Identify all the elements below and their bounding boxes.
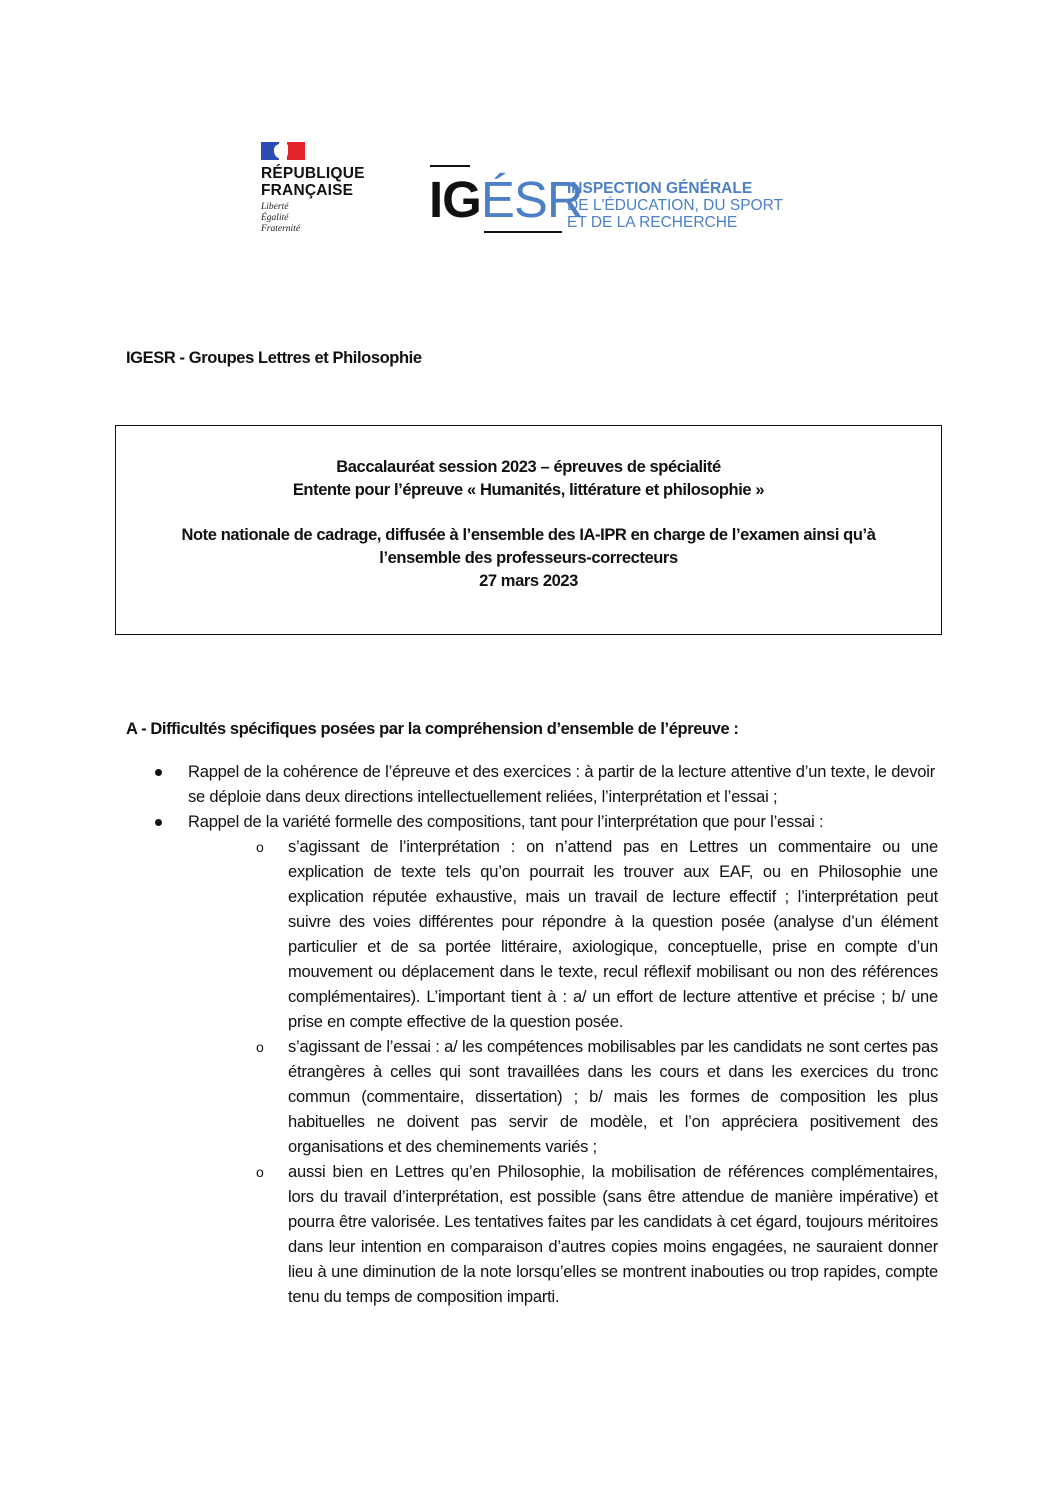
- flag-red-stripe: [287, 142, 305, 160]
- hollow-bullet-icon: o: [256, 1164, 264, 1180]
- igesr-mark-bold: IG: [429, 171, 481, 228]
- motto-fraternite: Fraternité: [261, 224, 301, 234]
- title-block-1: [116, 456, 941, 502]
- list-item: [155, 760, 935, 810]
- republique-name-line2: FRANÇAISE: [261, 182, 354, 199]
- sub-list-item-text: aussi bien en Lettres qu’en Philosophie, la mobilisation de références complémentaires, lors du travail d’interprétation, est possible (sans être attendue de manière impérative) et pourra être valorisée. Les tentatives faites par les candidats à cet égard, toujours méritoires dans leur intention en comparaison d’autres copies moins engagées, ne sauraient donner lieu à une diminution de la note lorsqu’elles se montrent inabouties ou trop rapides, compte tenu du temps de composition imparti.: [288, 1163, 938, 1306]
- igesr-logo-bar-top: [430, 165, 470, 167]
- motto-egalite: Égalité: [261, 213, 289, 223]
- marianne-flag-icon: [261, 142, 305, 160]
- igesr-mark-light: ÉSR: [480, 171, 583, 228]
- sub-list-item-text: s’agissant de l’interprétation : on n’attend pas en Lettres un commentaire ou une explication de texte tels qu’on pourrait les trouver aux EAF, ou en Philosophie une explication réputée exhaustive, mais un travail de lecture effectif ; l’interprétation peut suivre des voies différentes pour répondre à la question posée (analyse d’un élément particulier et de sa portée littéraire, axiologique, conceptuelle, prise en compte d’un mouvement ou déplacement dans le texte, recul réflexif mobilisant ou non des références complémentaires). L’important tient à : a/ un effort de lecture attentive et précise ; b/ une prise en compte effective de la question posée.: [288, 838, 938, 1031]
- sub-list-item-text: s’agissant de l’essai : a/ les compétences mobilisables par les candidats ne sont certes pas étrangères à celles qui sont travaillées dans les cours et dans les exercices du tronc commun (commentaire, dissertation) ; b/ mais les formes de composition les plus habituelles ne doivent pas servir de modèle, et l’on appréciera positivement des organisations et des cheminements variés ;: [288, 1038, 938, 1156]
- title-block-2: [116, 524, 941, 593]
- sub-list: [256, 835, 938, 1310]
- republique-francaise-logo: [261, 142, 381, 235]
- list-item-text: Rappel de la cohérence de l’épreuve et des exercices : à partir de la lecture attentive d’un texte, le devoir se déploie dans deux directions intellectuellement reliées, l’interprétation et l’essai ;: [188, 763, 935, 806]
- bullet-icon: [155, 819, 162, 826]
- republique-motto: [261, 202, 381, 235]
- igesr-name-line3: ET DE LA RECHERCHE: [567, 214, 738, 231]
- section-a-heading: A - Difficultés spécifiques posées par la compréhension d’ensemble de l’épreuve :: [126, 720, 739, 738]
- list-item: [155, 810, 938, 1310]
- list-item-text: Rappel de la variété formelle des compositions, tant pour l’interprétation que pour l’essai :: [188, 813, 824, 831]
- group-line: IGESR - Groupes Lettres et Philosophie: [126, 349, 422, 367]
- igesr-full-name: [567, 180, 783, 231]
- title-line-3: Note nationale de cadrage, diffusée à l’ensemble des IA-IPR en charge de l’examen ainsi qu’à: [181, 526, 876, 544]
- hollow-bullet-icon: o: [256, 1039, 264, 1055]
- igesr-name-line2: DE L'ÉDUCATION, DU SPORT: [567, 197, 783, 214]
- igesr-logo-bar-bottom: [484, 231, 562, 233]
- title-box: [115, 425, 942, 635]
- marianne-profile-icon: [274, 144, 288, 159]
- igesr-logo: [429, 165, 809, 235]
- igesr-wordmark: [429, 171, 583, 228]
- title-date: 27 mars 2023: [479, 572, 578, 590]
- republique-name-line1: RÉPUBLIQUE: [261, 165, 365, 182]
- section-a-list: [155, 760, 938, 1310]
- motto-liberte: Liberté: [261, 202, 289, 212]
- bullet-icon: [155, 769, 162, 776]
- title-line-4: l’ensemble des professeurs-correcteurs: [379, 549, 678, 567]
- hollow-bullet-icon: o: [256, 839, 264, 855]
- title-line-2: Entente pour l’épreuve « Humanités, littérature et philosophie »: [292, 481, 765, 499]
- sub-list-item: [256, 1160, 938, 1310]
- sub-list-item: [256, 1035, 938, 1160]
- title-line-1: Baccalauréat session 2023 – épreuves de spécialité: [336, 458, 721, 476]
- igesr-name-line1: INSPECTION GÉNÉRALE: [567, 180, 753, 197]
- sub-list-item: [256, 835, 938, 1035]
